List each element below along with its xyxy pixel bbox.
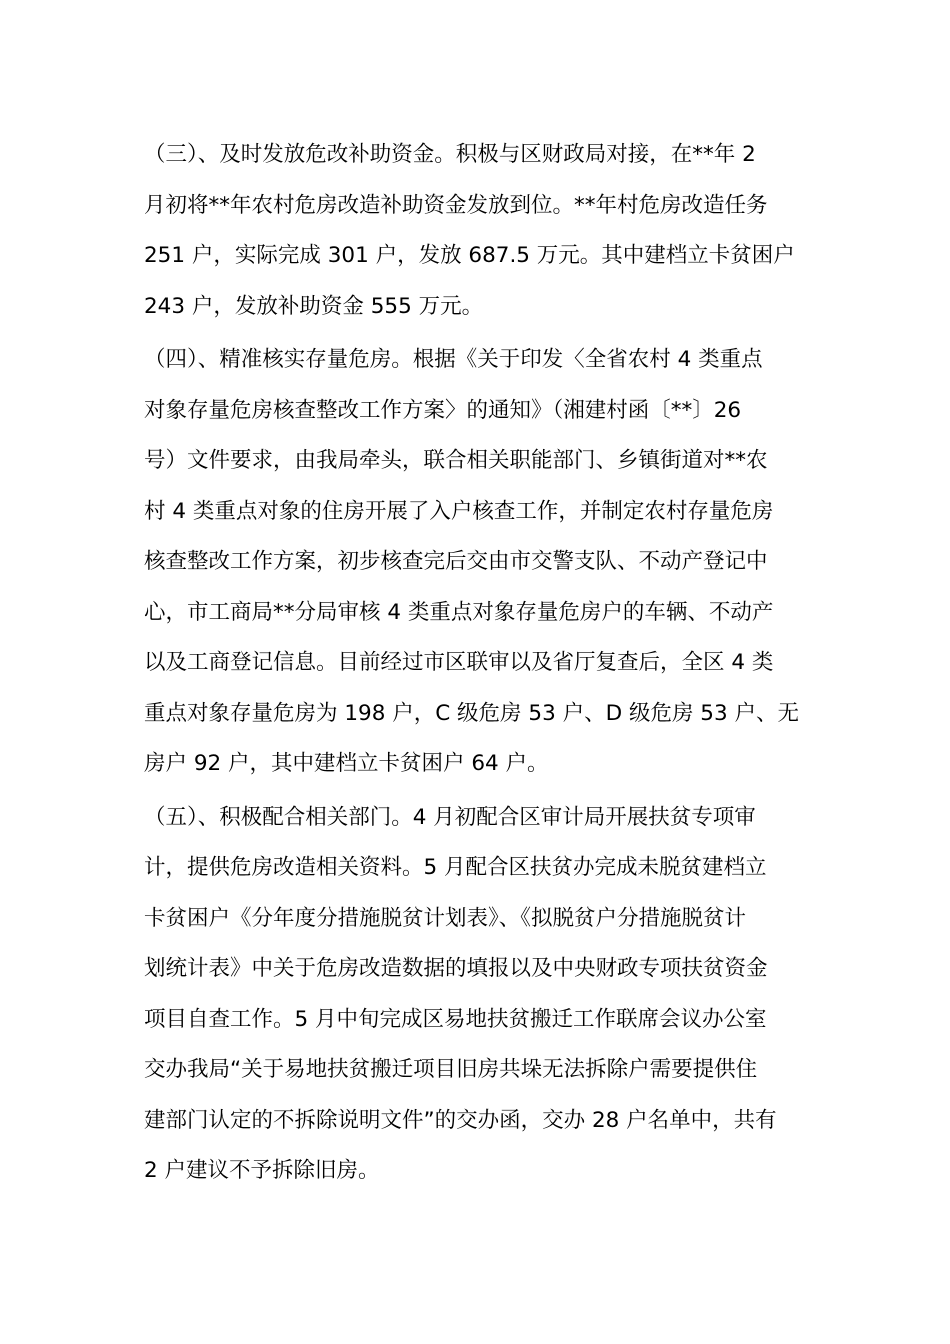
text-line: 项目自查工作。5 月中旬完成区易地扶贫搬迁工作联席会议办公室 <box>144 1006 767 1032</box>
paragraph-4-verification <box>144 335 808 790</box>
text-line: 划统计表》中关于危房改造数据的填报以及中央财政专项扶贫资金 <box>144 956 768 981</box>
text-line: 重点对象存量危房为 198 户，C 级危房 53 户、D 级危房 53 户、无 <box>144 700 799 726</box>
paragraph-5-cooperation <box>144 793 808 1197</box>
text-line: 卡贫困户《分年度分措施脱贫计划表》、《拟脱贫户分措施脱贫计 <box>144 905 747 931</box>
text-line: 建部门认定的不拆除说明文件”的交办函，交办 28 户名单中，共有 <box>144 1107 777 1133</box>
text-line: 核查整改工作方案，初步核查完后交由市交警支队、不动产登记中 <box>144 549 768 574</box>
text-line: （三）、及时发放危改补助资金。积极与区财政局对接，在**年 2 <box>144 142 756 167</box>
document-body <box>144 130 808 1200</box>
text-line: 月初将**年农村危房改造补助资金发放到位。**年村危房改造任务 <box>144 192 768 218</box>
text-line: 243 户，发放补助资金 555 万元。 <box>144 293 484 319</box>
text-line: 号）文件要求，由我局牵头，联合相关职能部门、乡镇街道对**农 <box>144 448 768 473</box>
text-line: 交办我局“关于易地扶贫搬迁项目旧房共垛无法拆除户需要提供住 <box>144 1057 758 1082</box>
text-line: （四）、精准核实存量危房。根据《关于印发〈全省农村 4 类重点 <box>144 347 763 372</box>
text-line: 251 户，实际完成 301 户，发放 687.5 万元。其中建档立卡贫困户 <box>144 243 795 268</box>
text-line: （五）、积极配合相关部门。4 月初配合区审计局开展扶贫专项审 <box>144 804 756 830</box>
text-line: 房户 92 户，其中建档立卡贫困户 64 户。 <box>144 751 549 776</box>
text-line: 2 户建议不予拆除旧房。 <box>144 1158 380 1183</box>
text-line: 计，提供危房改造相关资料。5 月配合区扶贫办完成未脱贫建档立 <box>144 855 767 880</box>
paragraph-3-subsidy <box>144 130 808 332</box>
text-line: 心，市工商局**分局审核 4 类重点对象存量危房户的车辆、不动产 <box>144 599 774 625</box>
text-line: 村 4 类重点对象的住房开展了入户核查工作，并制定农村存量危房 <box>144 498 774 524</box>
text-line: 对象存量危房核查整改工作方案〉的通知》（湘建村函〔**〕26 <box>144 397 742 423</box>
text-line: 以及工商登记信息。目前经过市区联审以及省厅复查后，全区 4 类 <box>144 650 774 675</box>
